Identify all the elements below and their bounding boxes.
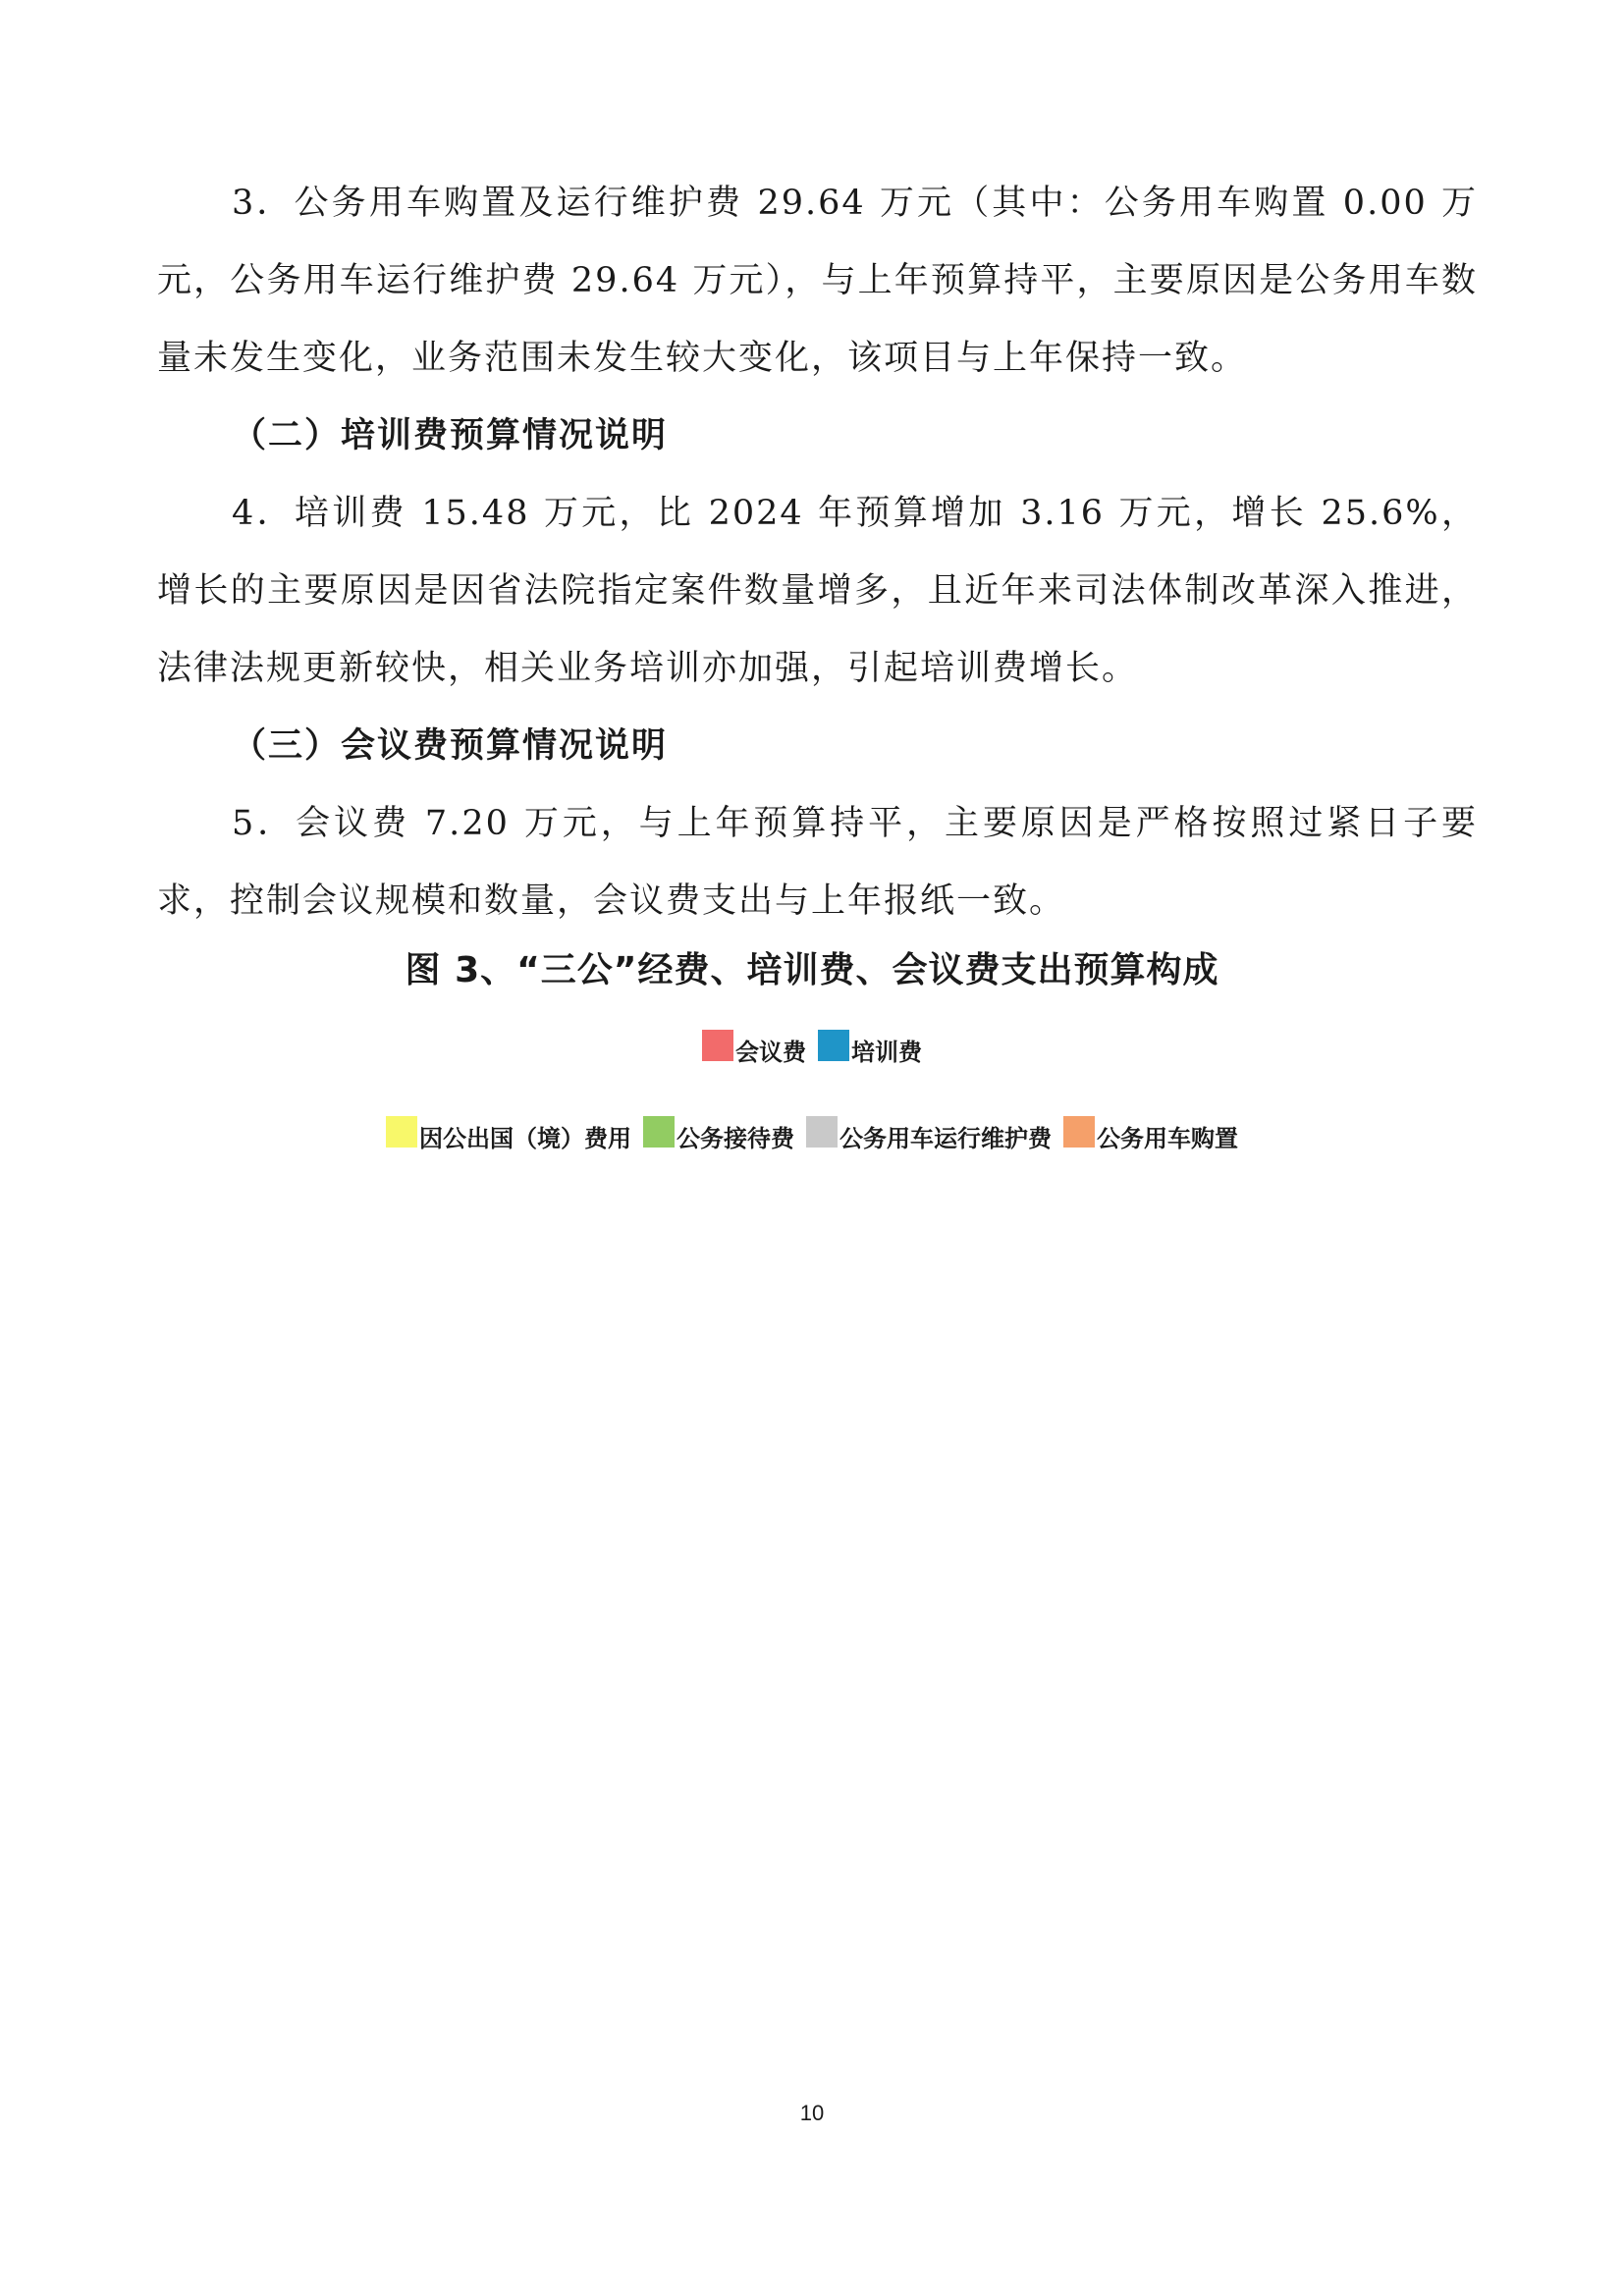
paragraph-vehicle-expenses: 3．公务用车购置及运行维护费 29.64 万元（其中：公务用车购置 0.00 万元，公务用车运行维护费 29.64 万元），与上年预算持平，主要原因是公务用车数量未发生变化，业务范围未发生较大变化，该项目与上年保持一致。: [157, 184, 1478, 378]
legend-label-training: 培训费: [851, 1039, 922, 1066]
legend-item-overseas: [386, 1122, 631, 1153]
paragraph-meeting-expenses: 5．会议费 7.20 万元，与上年预算持平，主要原因是严格按照过紧日子要求，控制会议规模和数量，会议费支出与上年报纸一致。: [157, 804, 1478, 921]
legend-swatch-reception: [643, 1116, 675, 1148]
legend-label-vehicle-purchase: 公务用车购置: [1097, 1125, 1238, 1152]
legend-item-meeting: [702, 1036, 806, 1067]
legend-swatch-vehicle-operation: [806, 1116, 838, 1148]
legend-swatch-meeting: [702, 1030, 733, 1061]
document-body: [157, 165, 1478, 940]
chart-legend-row-1: [0, 1036, 1624, 1067]
paragraph-training-expenses: 4．培训费 15.48 万元，比 2024 年预算增加 3.16 万元，增长 25.6%，增长的主要原因是因省法院指定案件数量增多，且近年来司法体制改革深入推进，法律法规更新较快，相关业务培训亦加强，引起培训费增长。: [157, 494, 1478, 688]
section-heading-meeting: （三）会议费预算情况说明: [232, 726, 669, 766]
legend-item-vehicle-operation: [806, 1122, 1052, 1153]
legend-item-vehicle-purchase: [1063, 1122, 1238, 1153]
legend-label-overseas: 因公出国（境）费用: [419, 1125, 631, 1152]
figure-title: 图 3、“三公”经费、培训费、会议费支出预算构成: [405, 950, 1219, 990]
chart-legend-row-2: [0, 1122, 1624, 1153]
legend-label-reception: 公务接待费: [677, 1125, 794, 1152]
legend-swatch-training: [818, 1030, 849, 1061]
section-heading-training: （二）培训费预算情况说明: [232, 416, 669, 455]
legend-swatch-vehicle-purchase: [1063, 1116, 1095, 1148]
legend-item-training: [818, 1036, 922, 1067]
page-number: 10: [799, 2101, 825, 2125]
legend-swatch-overseas: [386, 1116, 417, 1148]
legend-label-vehicle-operation: 公务用车运行维护费: [839, 1125, 1052, 1152]
legend-label-meeting: 会议费: [735, 1039, 806, 1066]
legend-item-reception: [643, 1122, 794, 1153]
